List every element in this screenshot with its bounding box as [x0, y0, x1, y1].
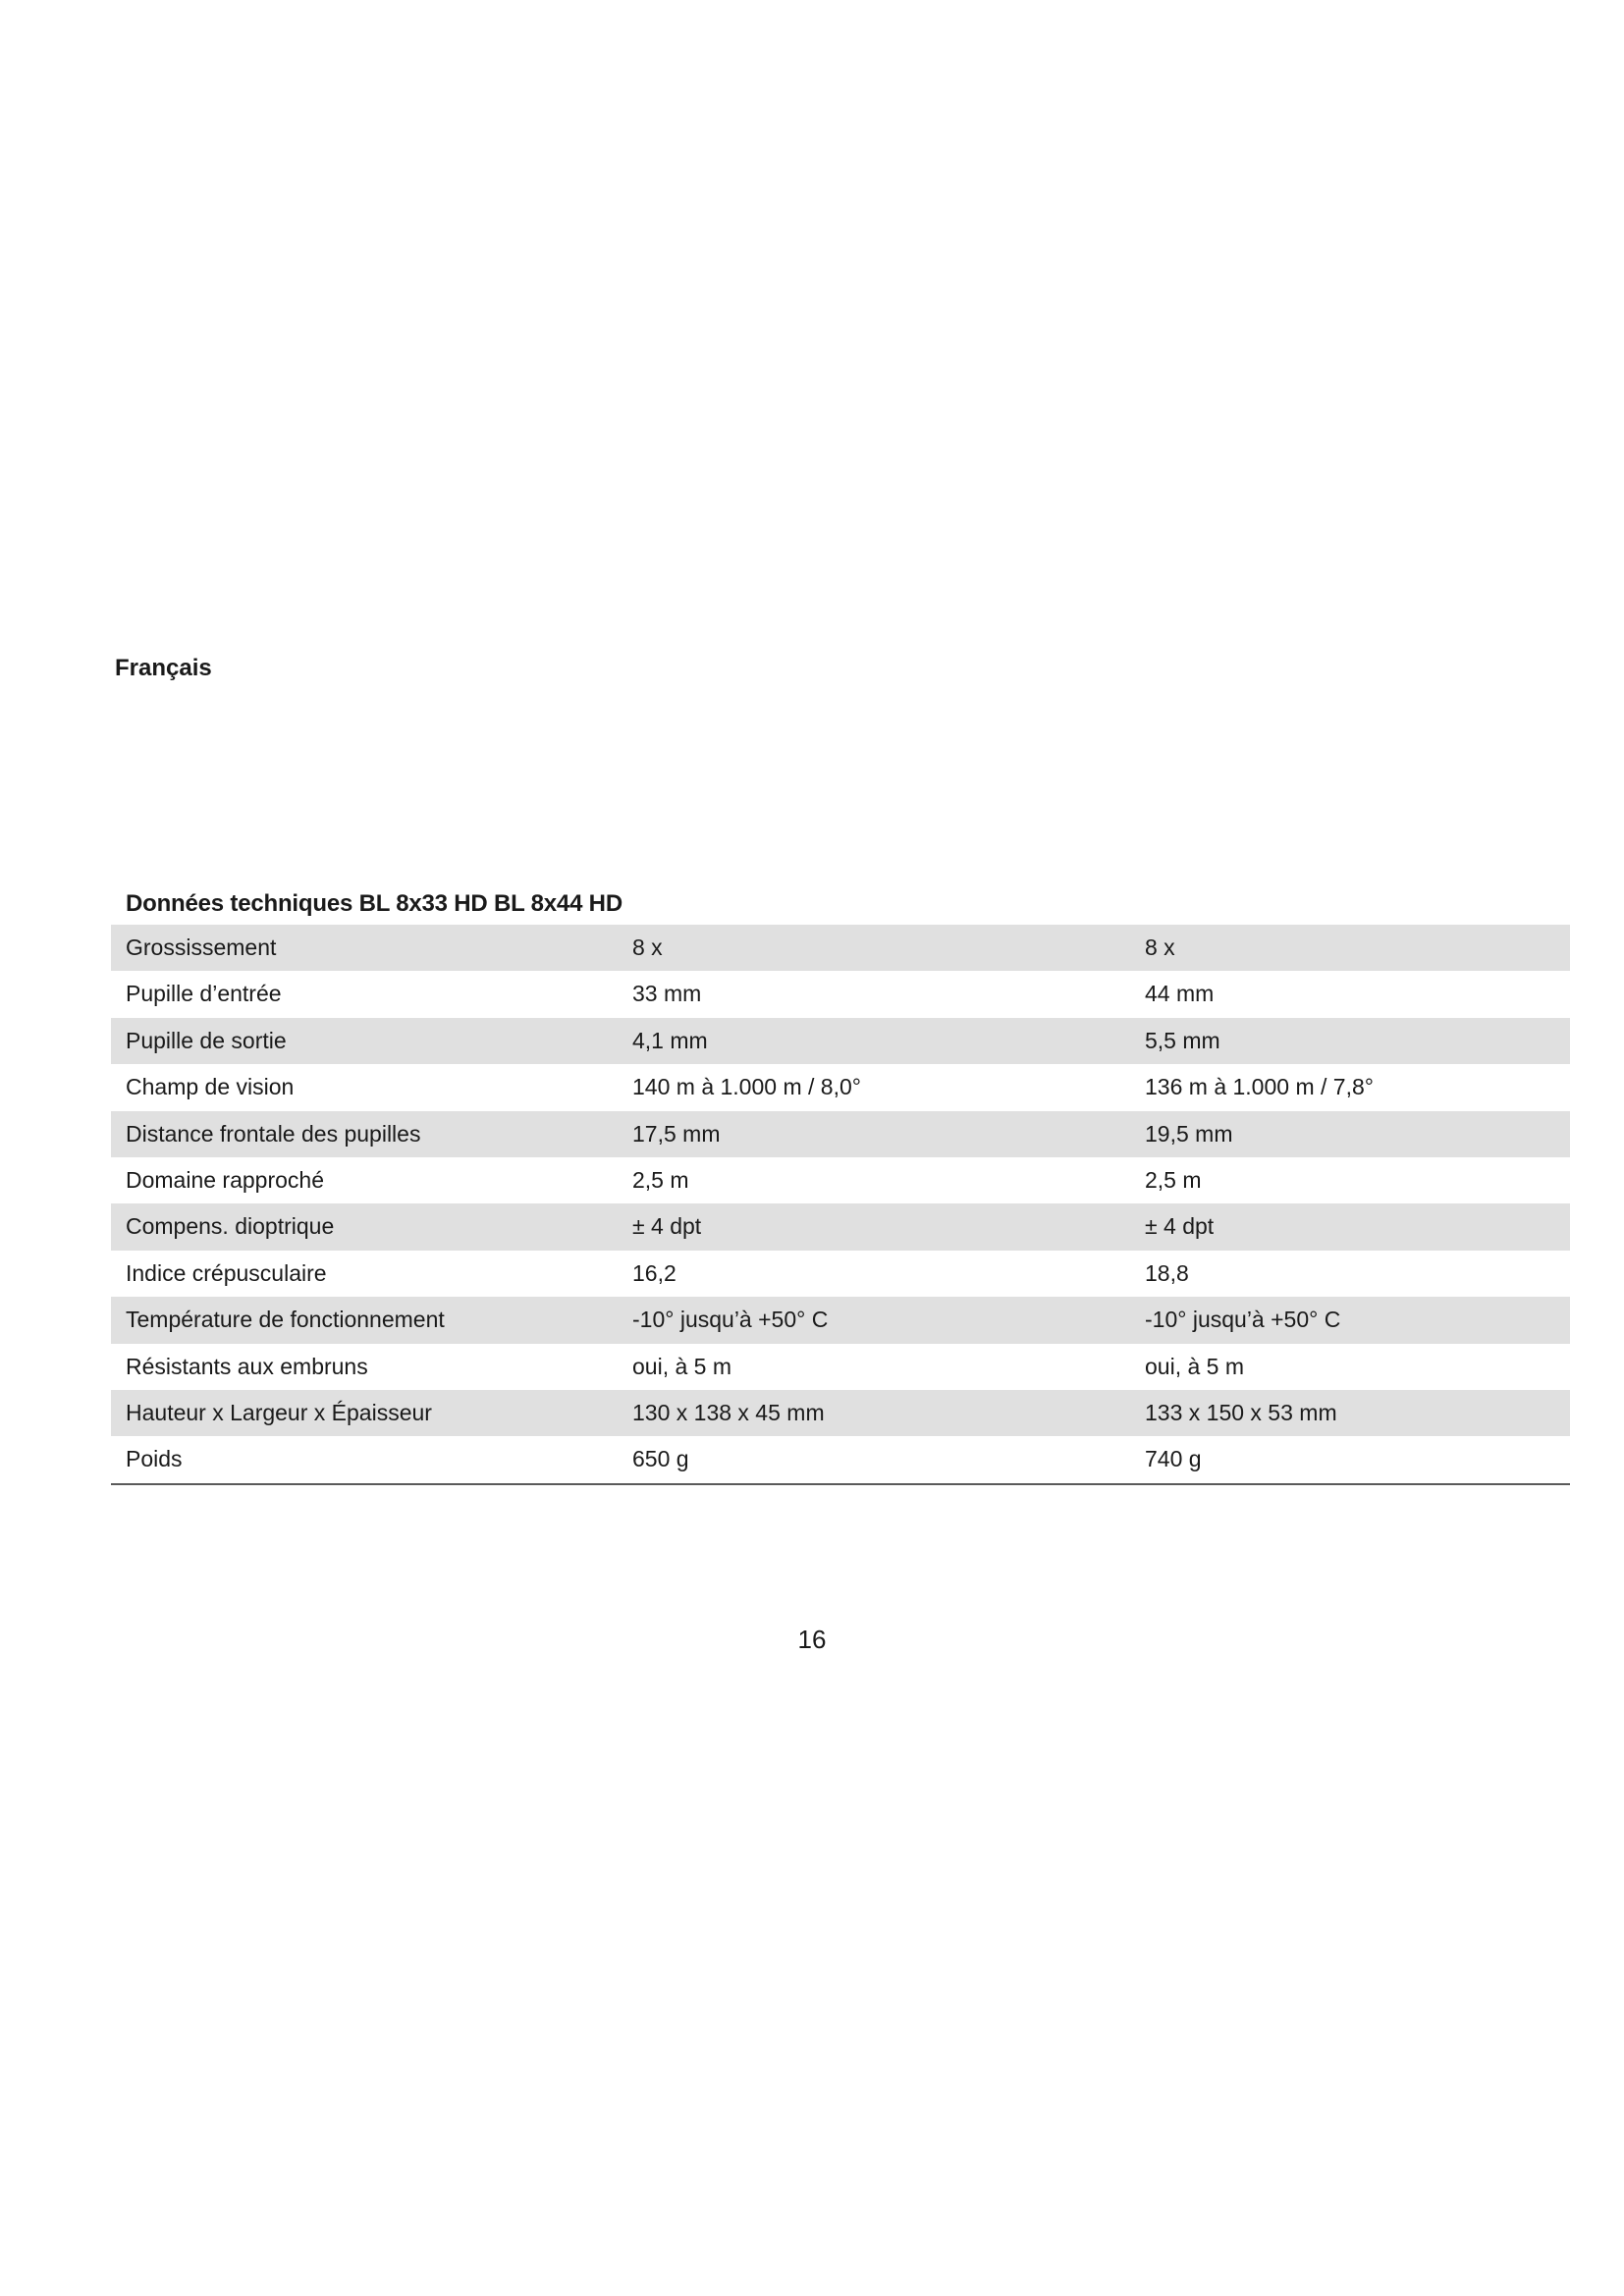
value-8x33: 2,5 m — [632, 1166, 689, 1193]
value-8x44: 44 mm — [1145, 981, 1215, 1007]
value-8x44: -10° jusqu’à +50° C — [1145, 1307, 1341, 1333]
value-8x44: oui, à 5 m — [1145, 1353, 1244, 1379]
table-row — [111, 1157, 1570, 1203]
row-label: Indice crépusculaire — [126, 1259, 327, 1286]
value-8x44: 5,5 mm — [1145, 1027, 1220, 1053]
row-label: Résistants aux embruns — [126, 1353, 368, 1379]
row-label: Pupille d’entrée — [126, 981, 282, 1007]
value-8x33: 130 x 138 x 45 mm — [632, 1399, 825, 1425]
table-row — [111, 971, 1570, 1017]
row-label: Grossissement — [126, 934, 277, 960]
language-label: Français — [115, 655, 212, 681]
value-8x33: oui, à 5 m — [632, 1353, 731, 1379]
row-label: Hauteur x Largeur x Épaisseur — [126, 1399, 432, 1425]
table-row — [111, 1203, 1570, 1250]
value-8x44: 133 x 150 x 53 mm — [1145, 1399, 1337, 1425]
value-8x44: 18,8 — [1145, 1259, 1189, 1286]
value-8x44: 740 g — [1145, 1446, 1202, 1472]
table-row — [111, 1344, 1570, 1390]
value-8x44: 19,5 mm — [1145, 1120, 1233, 1147]
value-8x44: 8 x — [1145, 934, 1175, 960]
table-row — [111, 1111, 1570, 1157]
value-8x33: 4,1 mm — [632, 1027, 708, 1053]
value-8x33: 8 x — [632, 934, 663, 960]
value-8x44: 136 m à 1.000 m / 7,8° — [1145, 1074, 1374, 1100]
table-row — [111, 1251, 1570, 1297]
value-8x33: 17,5 mm — [632, 1120, 721, 1147]
page-number: 16 — [797, 1625, 827, 1654]
spec-table — [111, 925, 1570, 1485]
row-label: Poids — [126, 1446, 183, 1472]
table-row — [111, 1436, 1570, 1482]
table-row — [111, 1390, 1570, 1436]
spec-table-title: Données techniques BL 8x33 HD BL 8x44 HD — [126, 890, 623, 917]
value-8x44: ± 4 dpt — [1145, 1213, 1215, 1240]
row-label: Pupille de sortie — [126, 1027, 287, 1053]
value-8x33: 33 mm — [632, 981, 702, 1007]
value-8x33: ± 4 dpt — [632, 1213, 702, 1240]
value-8x33: 650 g — [632, 1446, 689, 1472]
row-label: Champ de vision — [126, 1074, 295, 1100]
row-label: Domaine rapproché — [126, 1166, 325, 1193]
value-8x44: 2,5 m — [1145, 1166, 1202, 1193]
value-8x33: 16,2 — [632, 1259, 677, 1286]
table-row — [111, 1018, 1570, 1064]
row-label: Compens. dioptrique — [126, 1213, 335, 1240]
table-row — [111, 1297, 1570, 1343]
value-8x33: 140 m à 1.000 m / 8,0° — [632, 1074, 861, 1100]
row-label: Température de fonctionnement — [126, 1307, 445, 1333]
table-row — [111, 1064, 1570, 1110]
row-label: Distance frontale des pupilles — [126, 1120, 421, 1147]
table-row — [111, 925, 1570, 971]
value-8x33: -10° jusqu’à +50° C — [632, 1307, 829, 1333]
